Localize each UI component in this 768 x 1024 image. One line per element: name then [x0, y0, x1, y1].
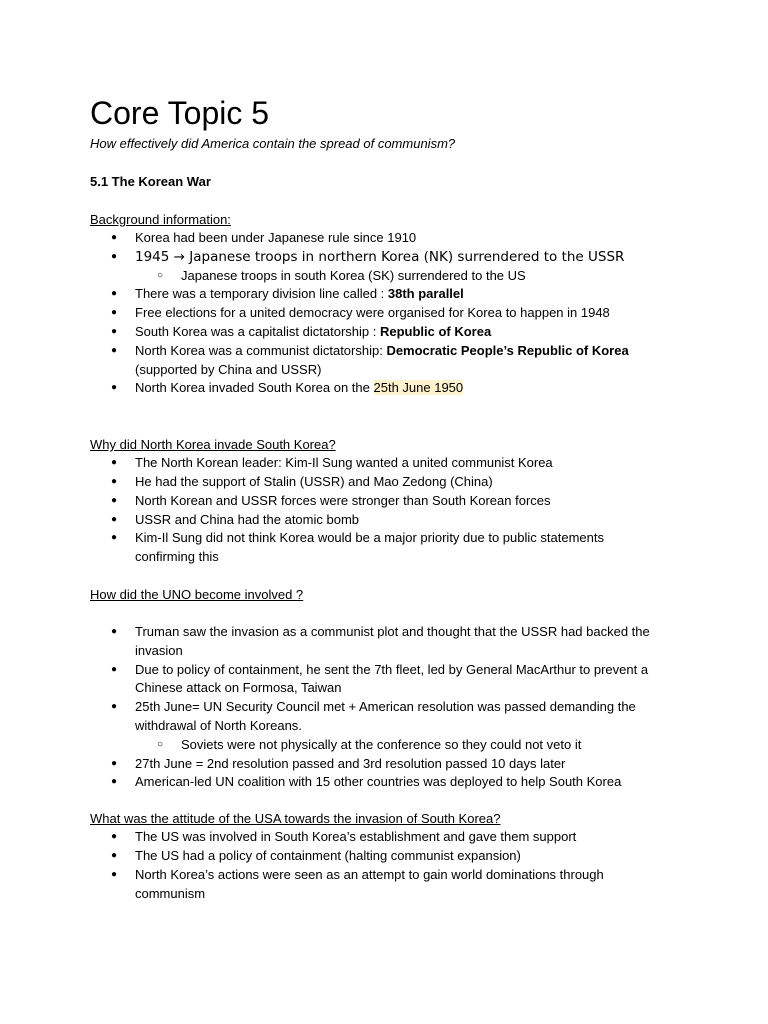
background-list: [90, 229, 690, 398]
sub-list-item: ○ Japanese troops in south Korea (SK) surrendered to the US: [90, 267, 690, 286]
list-item: ● North Korea’s actions were seen as an attempt to gain world dominations through communism: [90, 866, 675, 904]
list-item: ● North Korea was a communist dictatorship: Democratic People’s Republic of Korea (supported by China and USSR): [90, 342, 690, 380]
list-item: ● Kim-Il Sung did not think Korea would be a major priority due to public statements confirming this: [90, 529, 645, 567]
page-subtitle: How effectively did America contain the spread of communism?: [90, 136, 456, 151]
list-item: ● He had the support of Stalin (USSR) and Mao Zedong (China): [90, 473, 690, 492]
list-item: ● 27th June = 2nd resolution passed and 3rd resolution passed 10 days later: [90, 755, 690, 774]
document-page: [90, 93, 690, 903]
attitude-heading: What was the attitude of the USA towards the invasion of South Korea?: [90, 811, 501, 827]
list-item: ● The US was involved in South Korea’s establishment and gave them support: [90, 828, 690, 847]
list-item: ● American-led UN coalition with 15 other countries was deployed to help South Korea: [90, 773, 690, 792]
list-item: ● 25th June= UN Security Council met + American resolution was passed demanding the withdrawal of North Koreans.: [90, 698, 680, 736]
sub-list-item: ○ Soviets were not physically at the conference so they could not veto it: [90, 736, 690, 755]
list-item: ● USSR and China had the atomic bomb: [90, 511, 690, 530]
list-item: ● Due to policy of containment, he sent the 7th fleet, led by General MacArthur to prevent a Chinese attack on Formosa, Taiwan: [90, 661, 680, 699]
uno-list: [90, 623, 690, 792]
why-heading: Why did North Korea invade South Korea?: [90, 437, 336, 453]
list-item: ● The US had a policy of containment (halting communist expansion): [90, 847, 690, 866]
attitude-list: [90, 828, 690, 903]
list-item: ● Free elections for a united democracy were organised for Korea to happen in 1948: [90, 304, 690, 323]
list-item: ● North Korea invaded South Korea on the 25th June 1950: [90, 379, 690, 398]
list-item: ● Truman saw the invasion as a communist plot and thought that the USSR had backed the invasion: [90, 623, 675, 661]
why-list: [90, 454, 690, 567]
list-item: ● South Korea was a capitalist dictatorship : Republic of Korea: [90, 323, 690, 342]
list-item: ● 1945 → Japanese troops in northern Korea (NK) surrendered to the USSR: [90, 248, 690, 267]
uno-heading: How did the UNO become involved ?: [90, 586, 304, 602]
list-item: ● The North Korean leader: Kim-Il Sung wanted a united communist Korea: [90, 454, 690, 473]
list-item: ● North Korean and USSR forces were stronger than South Korean forces: [90, 492, 690, 511]
list-item: ● There was a temporary division line called : 38th parallel: [90, 285, 690, 304]
list-item: ● Korea had been under Japanese rule since 1910: [90, 229, 690, 248]
highlighted-date: 25th June 1950: [373, 380, 464, 396]
background-heading: Background information:: [90, 212, 231, 227]
page-title: Core Topic 5: [90, 95, 270, 131]
section-heading: 5.1 The Korean War: [90, 174, 211, 189]
